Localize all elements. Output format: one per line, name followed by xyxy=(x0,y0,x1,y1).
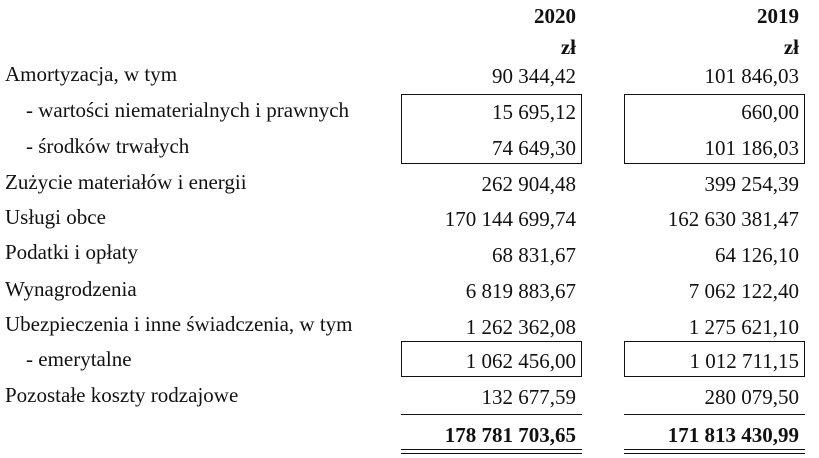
row-value-2019-amortization: 101 846,03 xyxy=(704,64,799,88)
row-label-pension: - emerytalne xyxy=(26,347,132,371)
row-value-2020-intangible-assets: 15 695,12 xyxy=(492,100,576,124)
total-double-underline-2019 xyxy=(624,449,805,454)
row-value-2019-intangible-assets: 660,00 xyxy=(741,100,799,124)
row-label-intangible-assets: - wartości niematerialnych i prawnych xyxy=(26,98,350,122)
row-value-2019-pension: 1 012 711,15 xyxy=(689,349,799,373)
row-label-amortization: Amortyzacja, w tym xyxy=(5,62,178,86)
row-label-fixed-assets: - środków trwałych xyxy=(26,134,190,158)
row-label-materials-energy: Zużycie materiałów i energii xyxy=(5,170,247,194)
row-value-2020-other-costs: 132 677,59 xyxy=(481,385,576,409)
row-label-insurance-benefits: Ubezpieczenia i inne świadczenia, w tym xyxy=(5,312,353,336)
row-value-2019-insurance-benefits: 1 275 621,10 xyxy=(688,315,799,339)
row-label-taxes-fees: Podatki i opłaty xyxy=(5,240,138,264)
total-rule-2020 xyxy=(401,414,582,415)
header-year-2019: 2019 xyxy=(757,4,799,28)
row-value-2020-taxes-fees: 68 831,67 xyxy=(492,243,576,267)
row-value-2019-salaries: 7 062 122,40 xyxy=(688,279,799,303)
row-value-2019-other-costs: 280 079,50 xyxy=(704,385,799,409)
row-value-2020-salaries: 6 819 883,67 xyxy=(465,279,576,303)
row-value-2020-fixed-assets: 74 649,30 xyxy=(492,136,576,160)
row-value-2019-fixed-assets: 101 186,03 xyxy=(704,136,799,160)
row-label-salaries: Wynagrodzenia xyxy=(5,277,137,301)
row-value-2020-materials-energy: 262 904,48 xyxy=(481,172,576,196)
header-currency-2019: zł xyxy=(783,35,799,59)
row-value-2019-materials-energy: 399 254,39 xyxy=(704,172,799,196)
total-value-2020: 178 781 703,65 xyxy=(444,423,576,447)
row-label-external-services: Usługi obce xyxy=(5,205,106,229)
total-value-2019: 171 813 430,99 xyxy=(667,423,799,447)
header-currency-2020: zł xyxy=(560,35,576,59)
row-value-2020-pension: 1 062 456,00 xyxy=(465,349,576,373)
row-value-2020-external-services: 170 144 699,74 xyxy=(444,207,576,231)
total-double-underline-2020 xyxy=(401,449,582,454)
row-value-2019-taxes-fees: 64 126,10 xyxy=(715,243,799,267)
row-label-other-costs: Pozostałe koszty rodzajowe xyxy=(5,383,239,407)
total-rule-2019 xyxy=(624,414,805,415)
row-value-2020-amortization: 90 344,42 xyxy=(492,64,576,88)
header-year-2020: 2020 xyxy=(534,4,576,28)
row-value-2020-insurance-benefits: 1 262 362,08 xyxy=(465,315,576,339)
row-value-2019-external-services: 162 630 381,47 xyxy=(667,207,799,231)
